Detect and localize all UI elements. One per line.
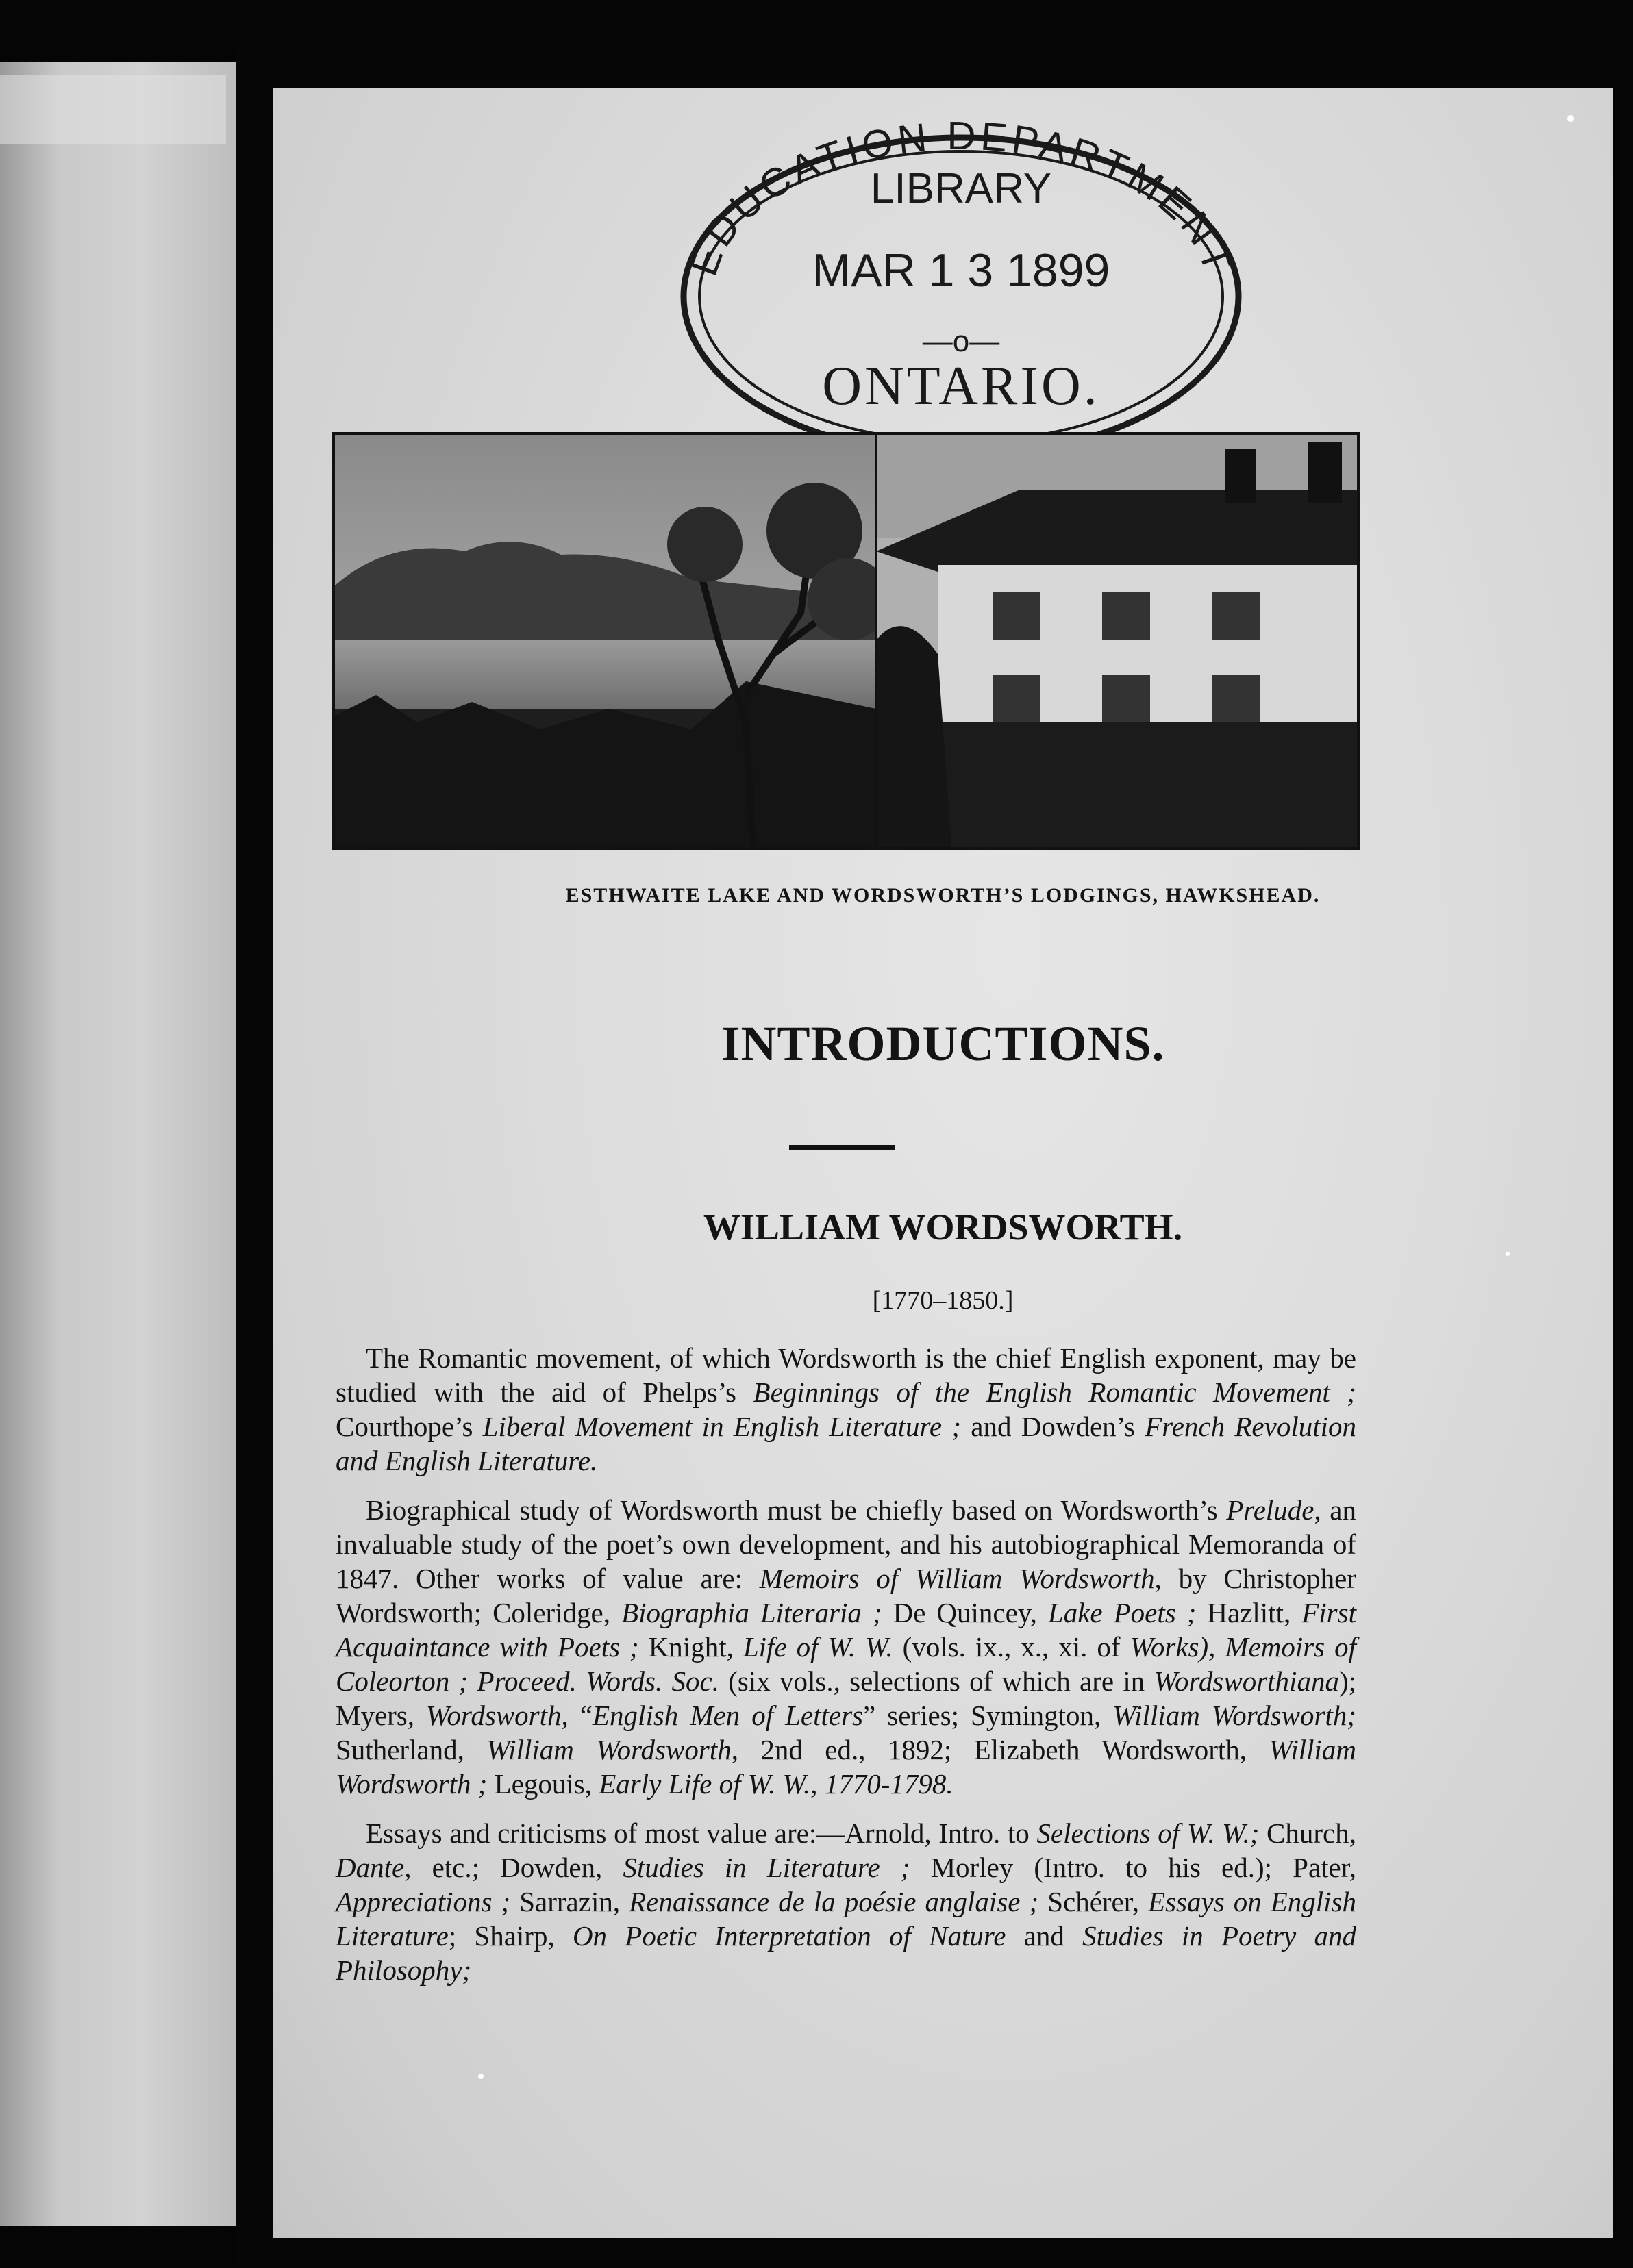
body-text [336,1341,1356,2002]
stamp-arc-text: EDUCATION DEPARTMENT [681,113,1241,281]
scan-speck [1567,115,1574,122]
scan-speck [478,2074,484,2079]
halftone-photograph [332,432,1360,850]
library-stamp [653,88,1269,471]
book-gutter [236,41,274,2267]
left-facing-page [0,62,236,2226]
paragraph-romantic-movement: The Romantic movement, of which Wordsworth is the chief English exponent, may be studied with the aid of Phelps’s Beginnings of the English Romantic Movement ; Courthope’s Liberal Movement in English Literature ; and Dowden’s French Revolution and English Literature. [336,1342,1356,1476]
photo-caption: ESTHWAITE LAKE AND WORDSWORTH’S LODGINGS, HAWKSHEAD. [565,884,1321,907]
book-page [273,88,1613,2238]
stamp-divider: —o— [922,325,1000,358]
author-dates: [1770–1850.] [872,1286,1014,1315]
stamp-place: ONTARIO. [822,356,1100,416]
heading-rule [789,1145,895,1150]
stamp-graphic [653,88,1269,471]
paragraph-essays-criticisms: Essays and criticisms of most value are:—Arnold, Intro. to Selections of W. W.; Church, Dante, etc.; Dowden, Studies in Literature ; Morley (Intro. to his ed.); Pater, Appreciations ; Sarrazin, Renaissance de la poésie anglaise ; Schérer, Essays on English Literature; Shairp, On Poetic Interpretation of Nature and Studies in Poetry and Philosophy; [336,1817,1357,1986]
paragraph-biographical-study: Biographical study of Wordsworth must be chiefly based on Wordsworth’s Prelude, an invaluable study of the poet’s own development, and his autobiographical Memoranda of 1847. Other works of value are: Memoirs of William Wordsworth, by Christopher Wordsworth; Coleridge, Biographia Literaria ; De Quincey, Lake Poets ; Hazlitt, First Acquaintance with Poets ; Knight, Life of W. W. (vols. ix., x., xi. of Works), Memoirs of Coleorton ; Proceed. Words. Soc. (six vols., selections of which are in Wordsworthiana); Myers, Wordsworth, “English Men of Letters” series; Symington, William Wordsworth; Sutherland, William Wordsworth, 2nd ed., 1892; Elizabeth Wordsworth, William Wordsworth ; Legouis, Early Life of W. W., 1770-1798. [336,1494,1357,1800]
section-heading: INTRODUCTIONS. [721,1016,1165,1071]
scan-speck [1506,1252,1510,1256]
left-page-edge [0,75,226,144]
author-heading: WILLIAM WORDSWORTH. [703,1207,1183,1248]
stamp-date: MAR 1 3 1899 [812,244,1110,297]
stamp-library: LIBRARY [870,165,1052,212]
